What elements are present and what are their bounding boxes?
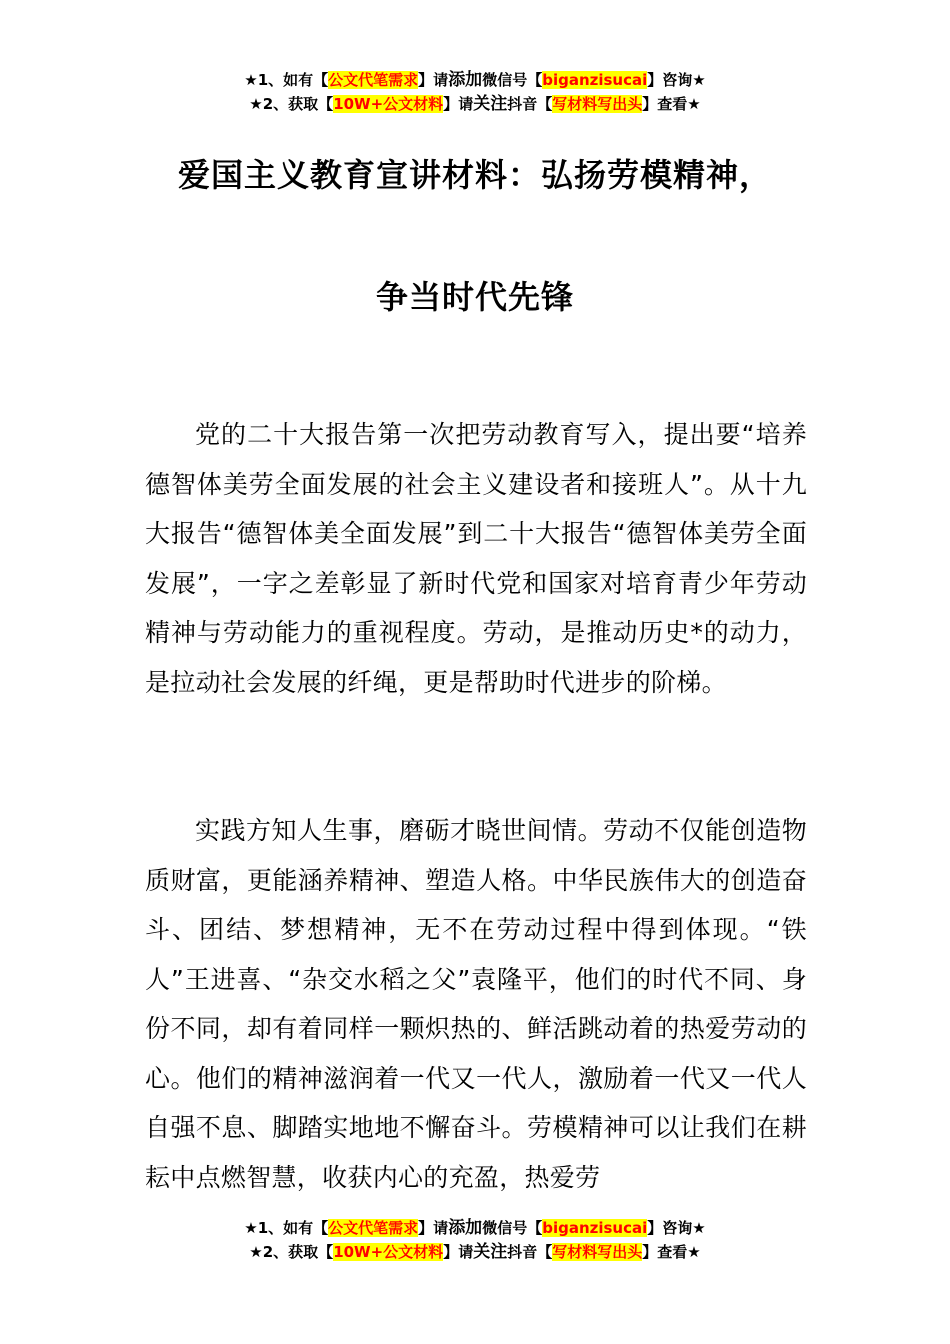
banner-text: ★1、如有【 [244, 1219, 329, 1237]
banner-text: 】咨询★ [647, 71, 706, 89]
document-title-line-1: 爱国主义教育宣讲材料：弘扬劳模精神， [177, 156, 772, 194]
banner-highlight: 公文代笔需求 [328, 71, 419, 89]
header-banner-line-1 [0, 68, 950, 92]
banner-text: 】请 [418, 1219, 449, 1237]
banner-emphasis: 关注 [473, 94, 508, 114]
banner-text: 微信号【 [482, 71, 543, 89]
header-banner-line-2 [0, 92, 950, 116]
header-banner [0, 68, 950, 116]
banner-text: 】请 [443, 95, 474, 113]
banner-text: 】查看★ [642, 1243, 701, 1261]
banner-wechat-id: biganzisucai [542, 1219, 648, 1237]
document-title-line-2: 争当时代先锋 [375, 278, 574, 316]
banner-text: ★2、获取【 [249, 1243, 334, 1261]
banner-text: 】咨询★ [647, 1219, 706, 1237]
banner-text: 】请 [443, 1243, 474, 1261]
footer-banner-line-1 [0, 1216, 950, 1240]
body-paragraph-2: 实践方知人生事，磨砺才晓世间情。劳动不仅能创造物质财富，更能涵养精神、塑造人格。中华民族伟大的创造奋斗、团结、梦想精神，无不在劳动过程中得到体现。“铁人”王进喜、“杂交水稻之父”袁隆平，他们的时代不同、身份不同，却有着同样一颗炽热的、鲜活跳动着的热爱劳动的心。他们的精神滋润着一代又一代人，激励着一代又一代人自强不息、脚踏实地地不懈奋斗。劳模精神可以让我们在耕耘中点燃智慧，收获内心的充盈，热爱劳 [145, 816, 807, 1192]
banner-douyin-id: 写材料写出头 [552, 1243, 643, 1261]
banner-text: ★1、如有【 [244, 71, 329, 89]
body-paragraph-1: 党的二十大报告第一次把劳动教育写入，提出要“培养德智体美劳全面发展的社会主义建设者和接班人”。从十九大报告“德智体美全面发展”到二十大报告“德智体美劳全面发展”，一字之差彰显了新时代党和国家对培育青少年劳动精神与劳动能力的重视程度。劳动，是推动历史*的动力，是拉动社会发展的纤绳，更是帮助时代进步的阶梯。 [145, 420, 807, 697]
banner-text: 抖音【 [507, 1243, 553, 1261]
banner-wechat-id: biganzisucai [542, 71, 648, 89]
banner-douyin-id: 写材料写出头 [552, 95, 643, 113]
banner-text: 】请 [418, 71, 449, 89]
banner-highlight: 10W+公文材料 [333, 95, 444, 113]
banner-highlight: 10W+公文材料 [333, 1243, 444, 1261]
footer-banner-line-2 [0, 1240, 950, 1264]
banner-highlight: 公文代笔需求 [328, 1219, 419, 1237]
banner-emphasis: 添加 [448, 1218, 483, 1238]
footer-banner [0, 1216, 950, 1264]
banner-emphasis: 添加 [448, 70, 483, 90]
banner-text: 抖音【 [507, 95, 553, 113]
banner-emphasis: 关注 [473, 1242, 508, 1262]
banner-text: 微信号【 [482, 1219, 543, 1237]
banner-text: 】查看★ [642, 95, 701, 113]
banner-text: ★2、获取【 [249, 95, 334, 113]
